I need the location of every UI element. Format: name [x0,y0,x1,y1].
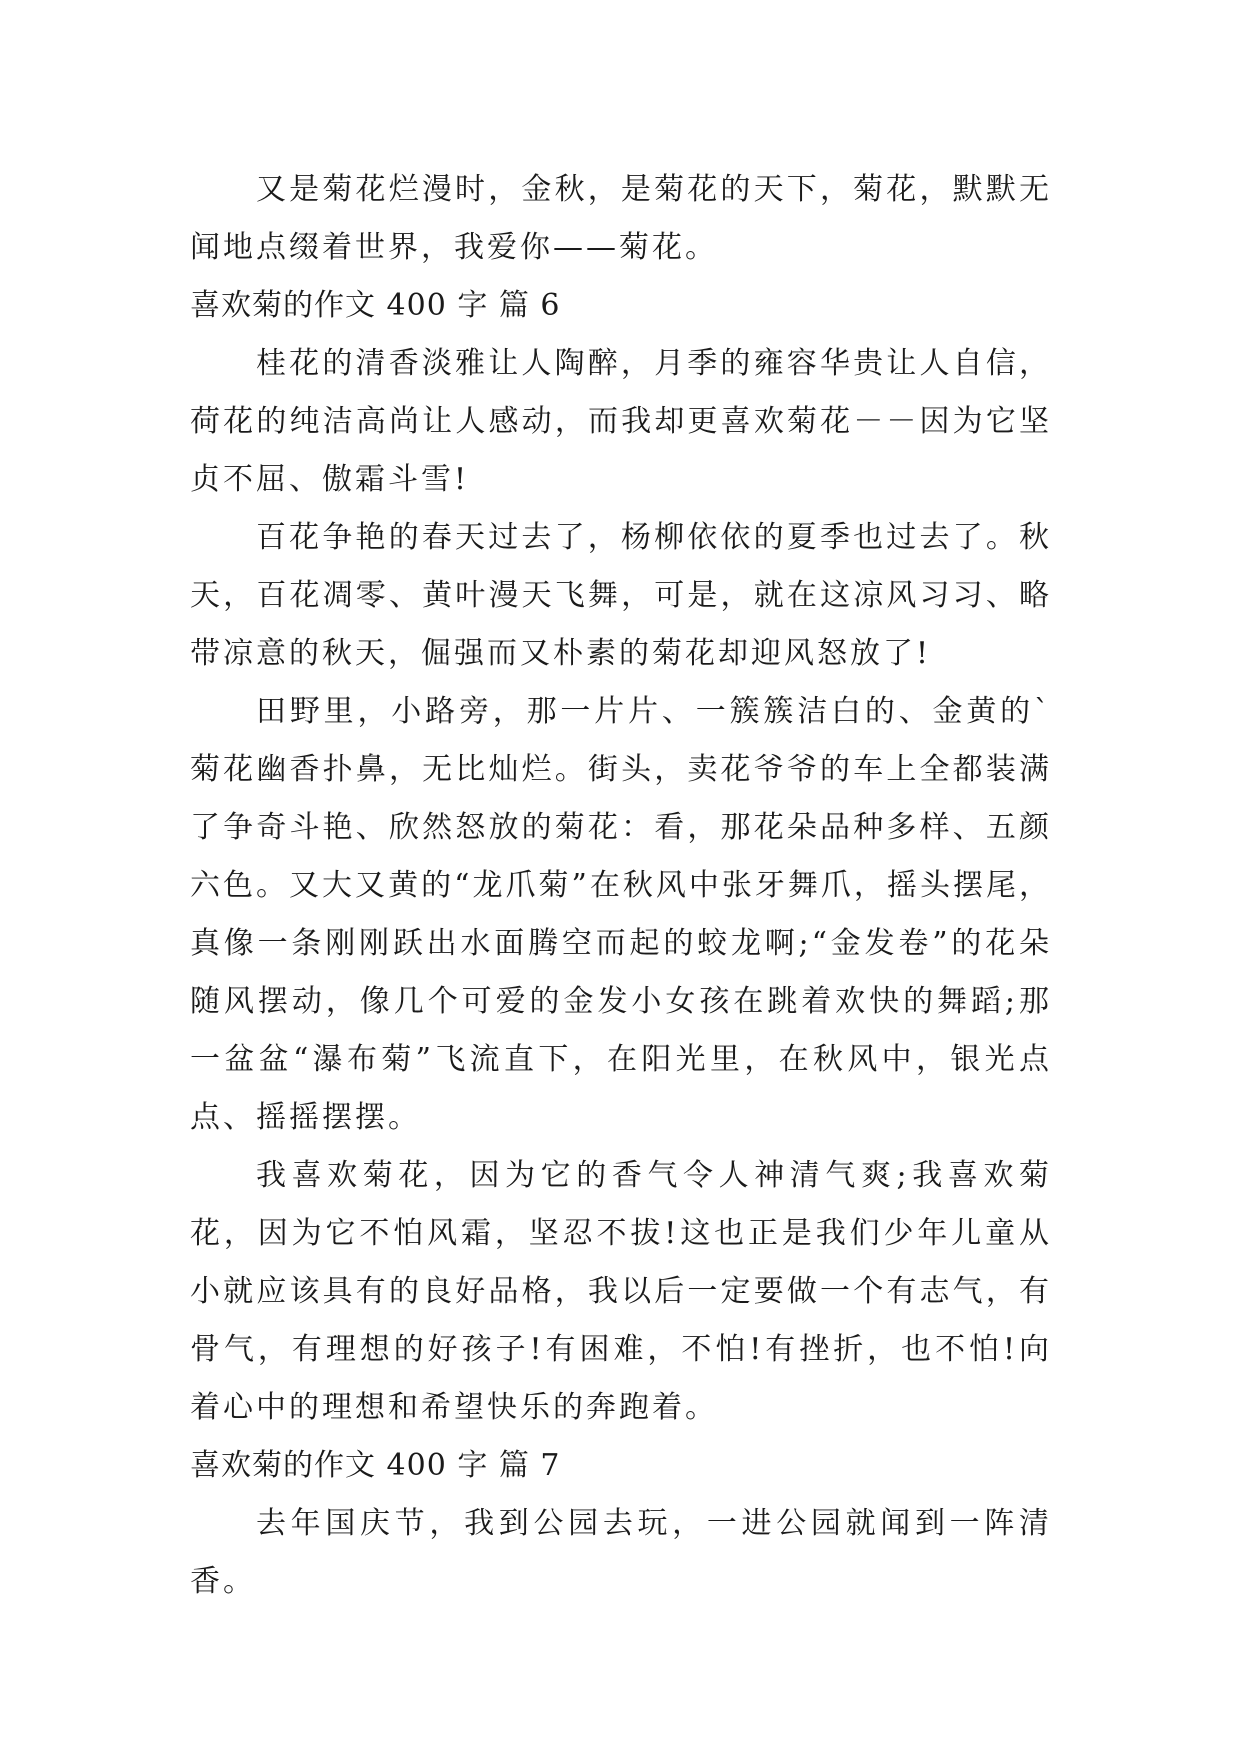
paragraph-flower-comparison: 桂花的清香淡雅让人陶醉，月季的雍容华贵让人自信，荷花的纯洁高尚让人感动，而我却更喜欢菊花－－因为它坚贞不屈、傲霜斗雪! [190,346,1052,497]
paragraph-autumn-bloom: 百花争艳的春天过去了，杨柳依依的夏季也过去了。秋天，百花凋零、黄叶漫天飞舞，可是，就在这凉风习习、略带凉意的秋天，倔强而又朴素的菊花却迎风怒放了! [190,520,1052,671]
paragraph-chrysanthemum-praise: 又是菊花烂漫时，金秋，是菊花的天下，菊花，默默无闻地点缀着世界，我爱你——菊花。 [190,172,1052,265]
paragraph-why-i-love-chrysanthemum: 我喜欢菊花，因为它的香气令人神清气爽;我喜欢菊花，因为它不怕风霜，坚忍不拔!这也正是我们少年儿童从小就应该具有的良好品格，我以后一定要做一个有志气，有骨气，有理想的好孩子!有困难，不怕!有挫折，也不怕!向着心中的理想和希望快乐的奔跑着。 [190,1158,1052,1425]
paragraph-national-day-park: 去年国庆节，我到公园去玩，一进公园就闻到一阵清香。 [190,1506,1052,1599]
paragraph-chrysanthemum-varieties: 田野里，小路旁，那一片片、一簇簇洁白的、金黄的`菊花幽香扑鼻，无比灿烂。街头，卖花爷爷的车上全都装满了争奇斗艳、欣然怒放的菊花：看，那花朵品种多样、五颜六色。又大又黄的“龙爪菊”在秋风中张牙舞爪，摇头摆尾，真像一条刚刚跃出水面腾空而起的蛟龙啊;“金发卷”的花朵随风摆动，像几个可爱的金发小女孩在跳着欢快的舞蹈;那一盆盆“瀑布菊”飞流直下，在阳光里，在秋风中，银光点点、摇摇摆摆。 [190,694,1052,1135]
essay-heading-6: 喜欢菊的作文 400 字 篇 6 [190,288,561,323]
essay-heading-7: 喜欢菊的作文 400 字 篇 7 [190,1448,561,1483]
document-body [190,161,1052,1611]
